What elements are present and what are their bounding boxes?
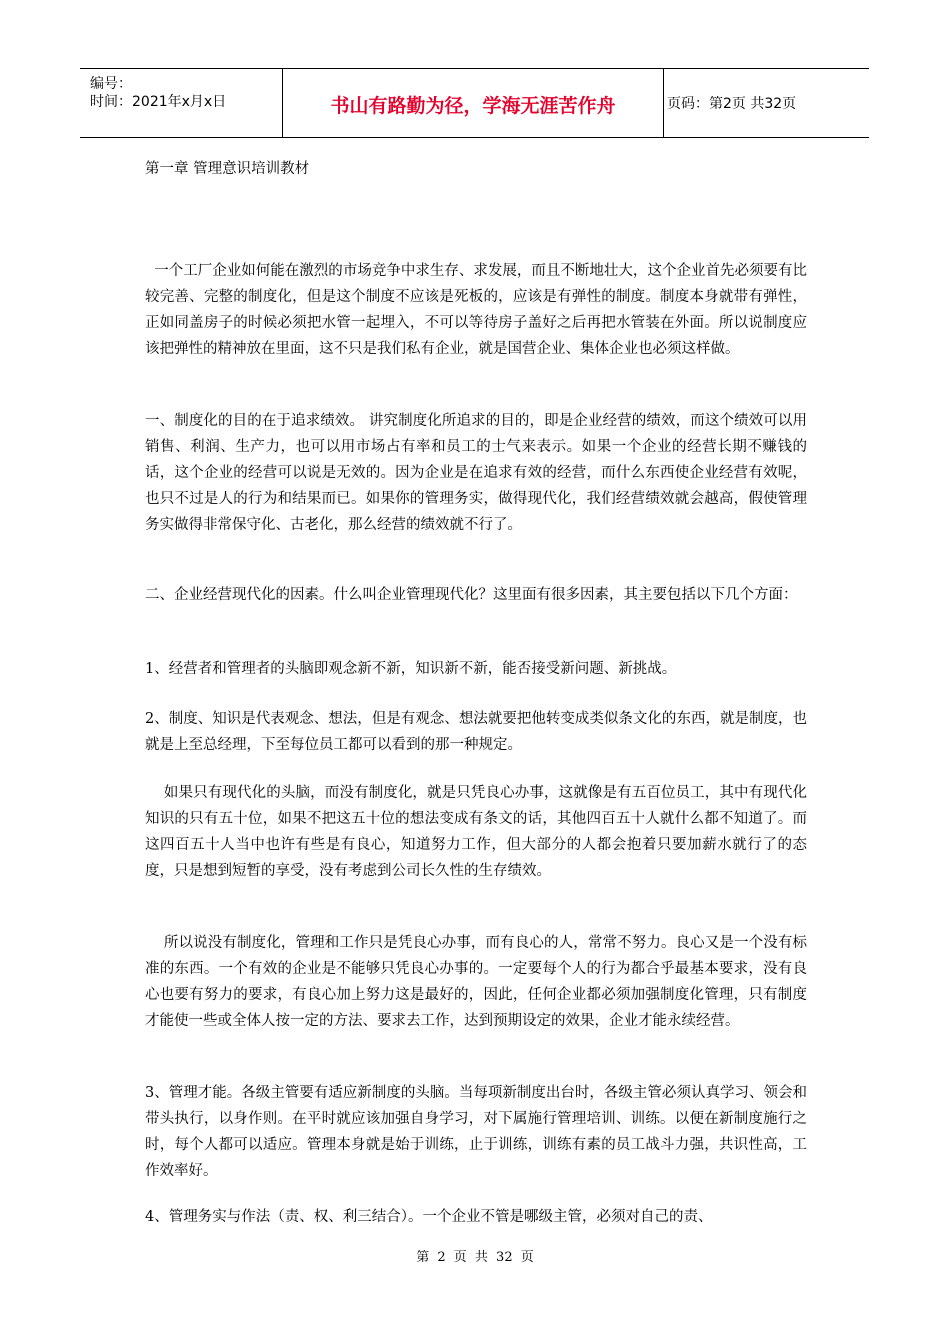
paragraph-text: 所以说没有制度化，管理和工作只是凭良心办事，而有良心的人，常常不努力。良心又是一个没有标准的东西。一个有效的企业是不能够只凭良心办事的。一定要每个人的行为都合乎最基本要求，没有良心也要有努力的要求，有良心加上努力这是最好的，因此，任何企业都必须加强制度化管理，只有制度才能使一些或全体人按一定的方法、要求去工作，达到预期设定的效果，企业才能永续经营。	[145, 935, 808, 1029]
paragraph-text: 一、制度化的目的在于追求绩效。 讲究制度化所追求的目的，即是企业经营的绩效，而这个绩效可以用销售、利润、生产力，也可以用市场占有率和员工的士气来表示。如果一个企业的经营长期不赚钱的话，这个企业的经营可以说是无效的。因为企业是在追求有效的经营，而什么东西使企业经营有效呢，也只不过是人的行为和结果而已。如果你的管理务实，做得现代化，我们经营绩效就会越高，假使管理务实做得非常保守化、古老化，那么经营的绩效就不行了。	[145, 413, 807, 533]
paragraph-text: 4、管理务实与作法（责、权、利三结合）。一个企业不管是哪级主管，必须对自己的责、	[145, 1209, 713, 1225]
paragraph-text: 一个工厂企业如何能在激烈的市场竞争中求生存、求发展，而且不断地壮大，这个企业首先必须要有比较完善、完整的制度化，但是这个制度不应该是死板的，应该是有弹性的制度。制度本身就带有弹性，正如同盖房子的时候必须把水管一起埋入，不可以等待房子盖好之后再把水管装在外面。所以说制度应该把弹性的精神放在里面，这不只是我们私有企业，就是国营企业、集体企业也必须这样做。	[145, 263, 807, 357]
header-page-info: 页码：第2页 共32页	[667, 96, 797, 112]
paragraph-item-1	[145, 656, 807, 682]
page-header	[80, 68, 869, 138]
page-footer: 第 2 页 共 32 页	[416, 1250, 534, 1265]
doc-date-label: 时间：2021年x月x日	[90, 94, 227, 110]
paragraph-text: 3、管理才能。各级主管要有适应新制度的头脑。当每项新制度出台时，各级主管必须认真学习、领会和带头执行，以身作则。在平时就应该加强自身学习，对下属施行管理培训、训练。以便在新制度施行之时，每个人都可以适应。管理本身就是始于训练，止于训练，训练有素的员工战斗力强，共识性高，工作效率好。	[145, 1085, 807, 1179]
paragraph-section-1	[145, 408, 807, 538]
paragraph-text: 1、经营者和管理者的头脑即观念新不新，知识新不新，能否接受新问题、新挑战。	[145, 661, 677, 677]
header-page-cell	[663, 69, 869, 137]
header-left-cell	[80, 69, 282, 137]
paragraph-item-3	[145, 1080, 807, 1184]
paragraph-text: 2、制度、知识是代表观念、想法，但是有观念、想法就要把他转变成类似条文化的东西，就是制度，也就是上至总经理，下至每位员工都可以看到的那一种规定。	[145, 711, 807, 753]
paragraph-item-4	[145, 1204, 807, 1230]
chapter-title: 第一章 管理意识培训教材	[145, 161, 310, 177]
paragraph-text: 二、企业经营现代化的因素。什么叫企业管理现代化？这里面有很多因素，其主要包括以下几个方面：	[145, 587, 798, 603]
header-motto-cell	[282, 69, 664, 137]
paragraph-item-2-detail-a	[145, 780, 807, 884]
header-motto: 书山有路勤为径，学海无涯苦作舟	[330, 95, 616, 117]
doc-number-label: 编号：	[90, 76, 132, 92]
paragraph-item-2-detail-b	[145, 930, 807, 1034]
paragraph-text: 如果只有现代化的头脑，而没有制度化，就是只凭良心办事，这就像是有五百位员工，其中有现代化知识的只有五十位，如果不把这五十位的想法变成有条文的话，其他四百五十人就什么都不知道了。而这四百五十人当中也许有些是有良心，知道努力工作，但大部分的人都会抱着只要加薪水就行了的态度，只是想到短暂的享受，没有考虑到公司长久性的生存绩效。	[145, 785, 808, 879]
paragraph-section-2	[145, 582, 807, 608]
paragraph-intro	[145, 258, 807, 362]
paragraph-item-2	[145, 706, 807, 758]
